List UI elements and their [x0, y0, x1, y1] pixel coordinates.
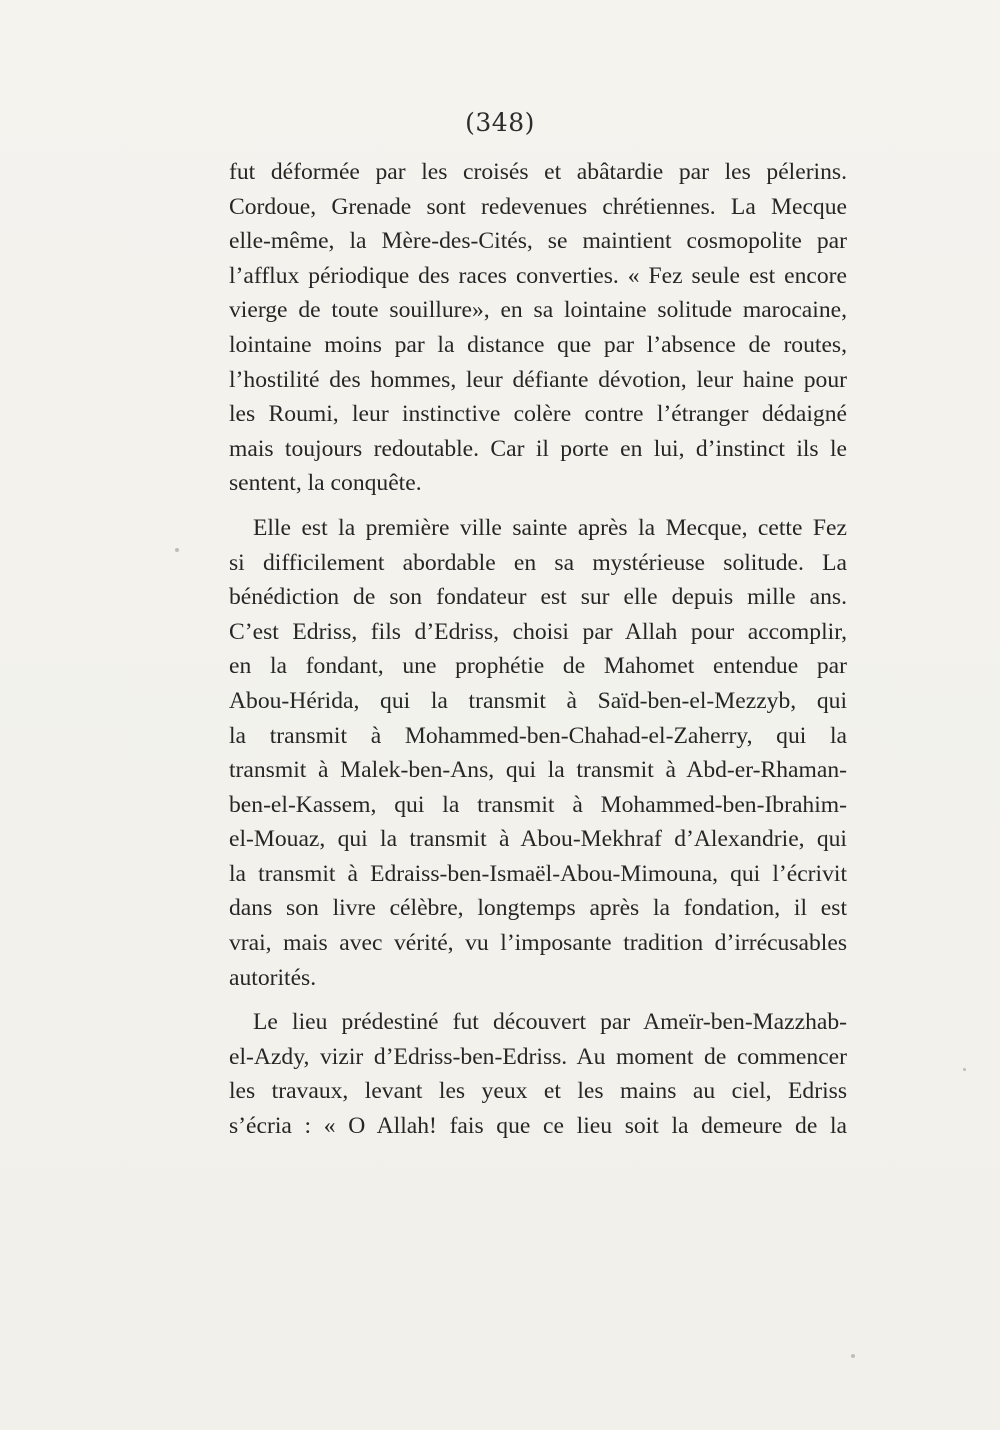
- text-line: Le lieu prédestiné fut découvert par Ameïr-ben-Mazzhab-: [253, 1009, 847, 1036]
- text-line: les travaux, levant les yeux et les mains au ciel, Edriss: [229, 1078, 847, 1105]
- text-line: en la fondant, une prophétie de Mahomet entendue par: [229, 653, 847, 680]
- text-line: autorités.: [229, 964, 317, 991]
- text-line: dans son livre célèbre, longtemps après la fondation, il est: [229, 895, 847, 922]
- text-line: sentent, la conquête.: [229, 470, 422, 497]
- text-line: bénédiction de son fondateur est sur elle depuis mille ans.: [229, 584, 847, 611]
- text-line: s’écria : « O Allah! fais que ce lieu soit la demeure de la: [229, 1113, 847, 1140]
- text-line: Cordoue, Grenade sont redevenues chrétiennes. La Mecque: [229, 193, 847, 220]
- text-line: mais toujours redoutable. Car il porte en lui, d’instinct ils le: [229, 435, 847, 462]
- paragraph-2: [229, 511, 847, 995]
- text-line: ben-el-Kassem, qui la transmit à Mohammed-ben-Ibrahim-: [229, 791, 847, 818]
- body-text: [229, 155, 847, 1144]
- text-line: el-Mouaz, qui la transmit à Abou-Mekhraf d’Alexandrie, qui: [229, 826, 847, 853]
- text-line: l’hostilité des hommes, leur défiante dévotion, leur haine pour: [229, 366, 847, 393]
- text-line: l’afflux périodique des races converties. « Fez seule est encore: [229, 262, 847, 289]
- text-line: elle-même, la Mère-des-Cités, se maintient cosmopolite par: [229, 228, 847, 255]
- paragraph-1: [229, 155, 847, 501]
- text-line: les Roumi, leur instinctive colère contre l’étranger dédaigné: [229, 401, 847, 428]
- paper-speck: [175, 548, 179, 552]
- text-line: el-Azdy, vizir d’Edriss-ben-Edriss. Au moment de commencer: [229, 1043, 847, 1070]
- text-line: Abou-Hérida, qui la transmit à Saïd-ben-el-Mezzyb, qui: [229, 687, 847, 714]
- text-line: fut déformée par les croisés et abâtardie par les pélerins.: [229, 159, 847, 185]
- text-line: la transmit à Mohammed-ben-Chahad-el-Zaherry, qui la: [229, 722, 847, 749]
- text-line: vierge de toute souillure», en sa lointaine solitude marocaine,: [229, 297, 847, 324]
- text-line: vrai, mais avec vérité, vu l’imposante tradition d’irrécusables: [229, 930, 847, 957]
- text-line: si difficilement abordable en sa mystérieuse solitude. La: [229, 549, 847, 576]
- text-line: la transmit à Edraiss-ben-Ismaël-Abou-Mimouna, qui l’écrivit: [229, 860, 847, 887]
- paper-speck: [963, 1068, 966, 1071]
- paragraph-3: [229, 1005, 847, 1143]
- text-line: transmit à Malek-ben-Ans, qui la transmit à Abd-er-Rhaman-: [229, 757, 847, 784]
- text-line: Elle est la première ville sainte après la Mecque, cette Fez: [253, 514, 847, 541]
- text-line: C’est Edriss, fils d’Edriss, choisi par Allah pour accomplir,: [229, 618, 847, 645]
- paper-speck: [851, 1354, 855, 1358]
- page-number: (348): [465, 108, 535, 137]
- text-line: lointaine moins par la distance que par l’absence de routes,: [229, 331, 847, 358]
